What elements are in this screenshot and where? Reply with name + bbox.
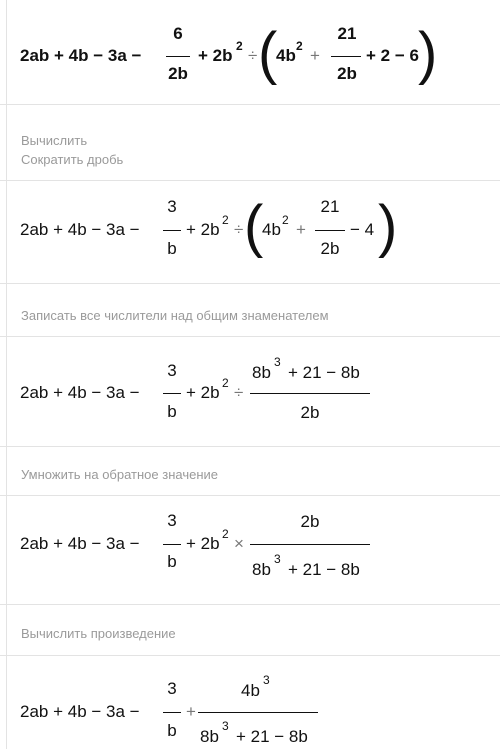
left-paren: ( (244, 194, 264, 259)
exponent: 3 (274, 355, 281, 369)
term-2b: + 2b (198, 46, 233, 65)
fraction-bar (331, 56, 361, 57)
fraction-denominator: b (167, 721, 177, 740)
expr-head: 2ab + 4b − 3a − (20, 702, 140, 721)
fraction-bar (163, 544, 181, 545)
step-hint: Записать все числители над общим знаменателем (21, 308, 329, 323)
term-2b: + 2b (186, 383, 220, 402)
plus-sign: + (310, 46, 320, 65)
divider (0, 336, 500, 337)
divider (0, 495, 500, 496)
left-paren: ( (258, 21, 278, 86)
fraction-denominator: 2b (300, 403, 320, 422)
step-hint: Вычислить (21, 133, 88, 148)
fraction-bar (198, 712, 318, 713)
numerator-rest: + 21 − 8b (288, 363, 360, 382)
expr-head: 2ab + 4b − 3a − (20, 534, 140, 553)
multiply-sign: × (234, 534, 244, 553)
denominator-term: 8b (252, 560, 271, 579)
fraction-bar (315, 230, 345, 231)
fraction-numerator: 3 (167, 511, 177, 530)
exponent: 2 (282, 213, 289, 227)
fraction-numerator: 2b (300, 512, 320, 531)
step-hint: Сократить дробь (21, 152, 124, 167)
term-4b: 4b (262, 220, 281, 239)
numerator-term: 8b (252, 363, 271, 382)
divider (0, 104, 500, 105)
fraction-bar (250, 544, 370, 545)
fraction-denominator: b (167, 402, 177, 421)
exponent: 3 (263, 673, 270, 687)
fraction-denominator: b (167, 552, 177, 571)
exponent: 2 (236, 39, 243, 53)
plus-sign: + (186, 702, 196, 721)
fraction-denominator: b (167, 239, 177, 258)
right-paren: ) (378, 194, 398, 259)
denominator-term: 8b (200, 727, 219, 746)
divide-sign: ÷ (234, 220, 244, 239)
fraction-numerator: 3 (167, 679, 177, 698)
fraction-denominator: 2b (168, 64, 188, 83)
fraction-bar (163, 712, 181, 713)
exponent: 3 (274, 552, 281, 566)
divide-sign: ÷ (234, 383, 244, 402)
fraction-numerator: 3 (167, 361, 177, 380)
left-edge-line (6, 0, 7, 749)
divider (0, 180, 500, 181)
divider (0, 604, 500, 605)
expr-tail: + 2 − 6 (366, 46, 419, 65)
divide-sign: ÷ (248, 46, 258, 65)
fraction-numerator: 6 (173, 24, 183, 43)
denominator-rest: + 21 − 8b (236, 727, 308, 746)
term-2b: + 2b (186, 220, 220, 239)
step-hint: Умножить на обратное значение (21, 467, 219, 482)
right-paren: ) (418, 21, 438, 86)
fraction-denominator: 2b (337, 64, 357, 83)
exponent: 3 (222, 719, 229, 733)
term-2b: + 2b (186, 534, 220, 553)
numerator-term: 4b (241, 681, 260, 700)
fraction-bar (166, 56, 190, 57)
expr-head: 2ab + 4b − 3a − (20, 220, 140, 239)
fraction-bar (163, 393, 181, 394)
step-hint: Вычислить произведение (21, 626, 176, 641)
expr-tail: − 4 (350, 220, 375, 239)
divider (0, 446, 500, 447)
exponent: 2 (296, 39, 303, 53)
divider (0, 655, 500, 656)
expr-head: 2ab + 4b − 3a − (20, 46, 142, 65)
expr-head: 2ab + 4b − 3a − (20, 383, 140, 402)
exponent: 2 (222, 527, 229, 541)
term-4b: 4b (276, 46, 296, 65)
exponent: 2 (222, 213, 229, 227)
denominator-rest: + 21 − 8b (288, 560, 360, 579)
divider (0, 283, 500, 284)
fraction-bar (163, 230, 181, 231)
fraction-numerator: 21 (320, 197, 340, 216)
exponent: 2 (222, 376, 229, 390)
fraction-numerator: 21 (337, 24, 357, 43)
plus-sign: + (296, 220, 306, 239)
fraction-numerator: 3 (167, 197, 177, 216)
fraction-denominator: 2b (320, 239, 340, 258)
fraction-bar (250, 393, 370, 394)
